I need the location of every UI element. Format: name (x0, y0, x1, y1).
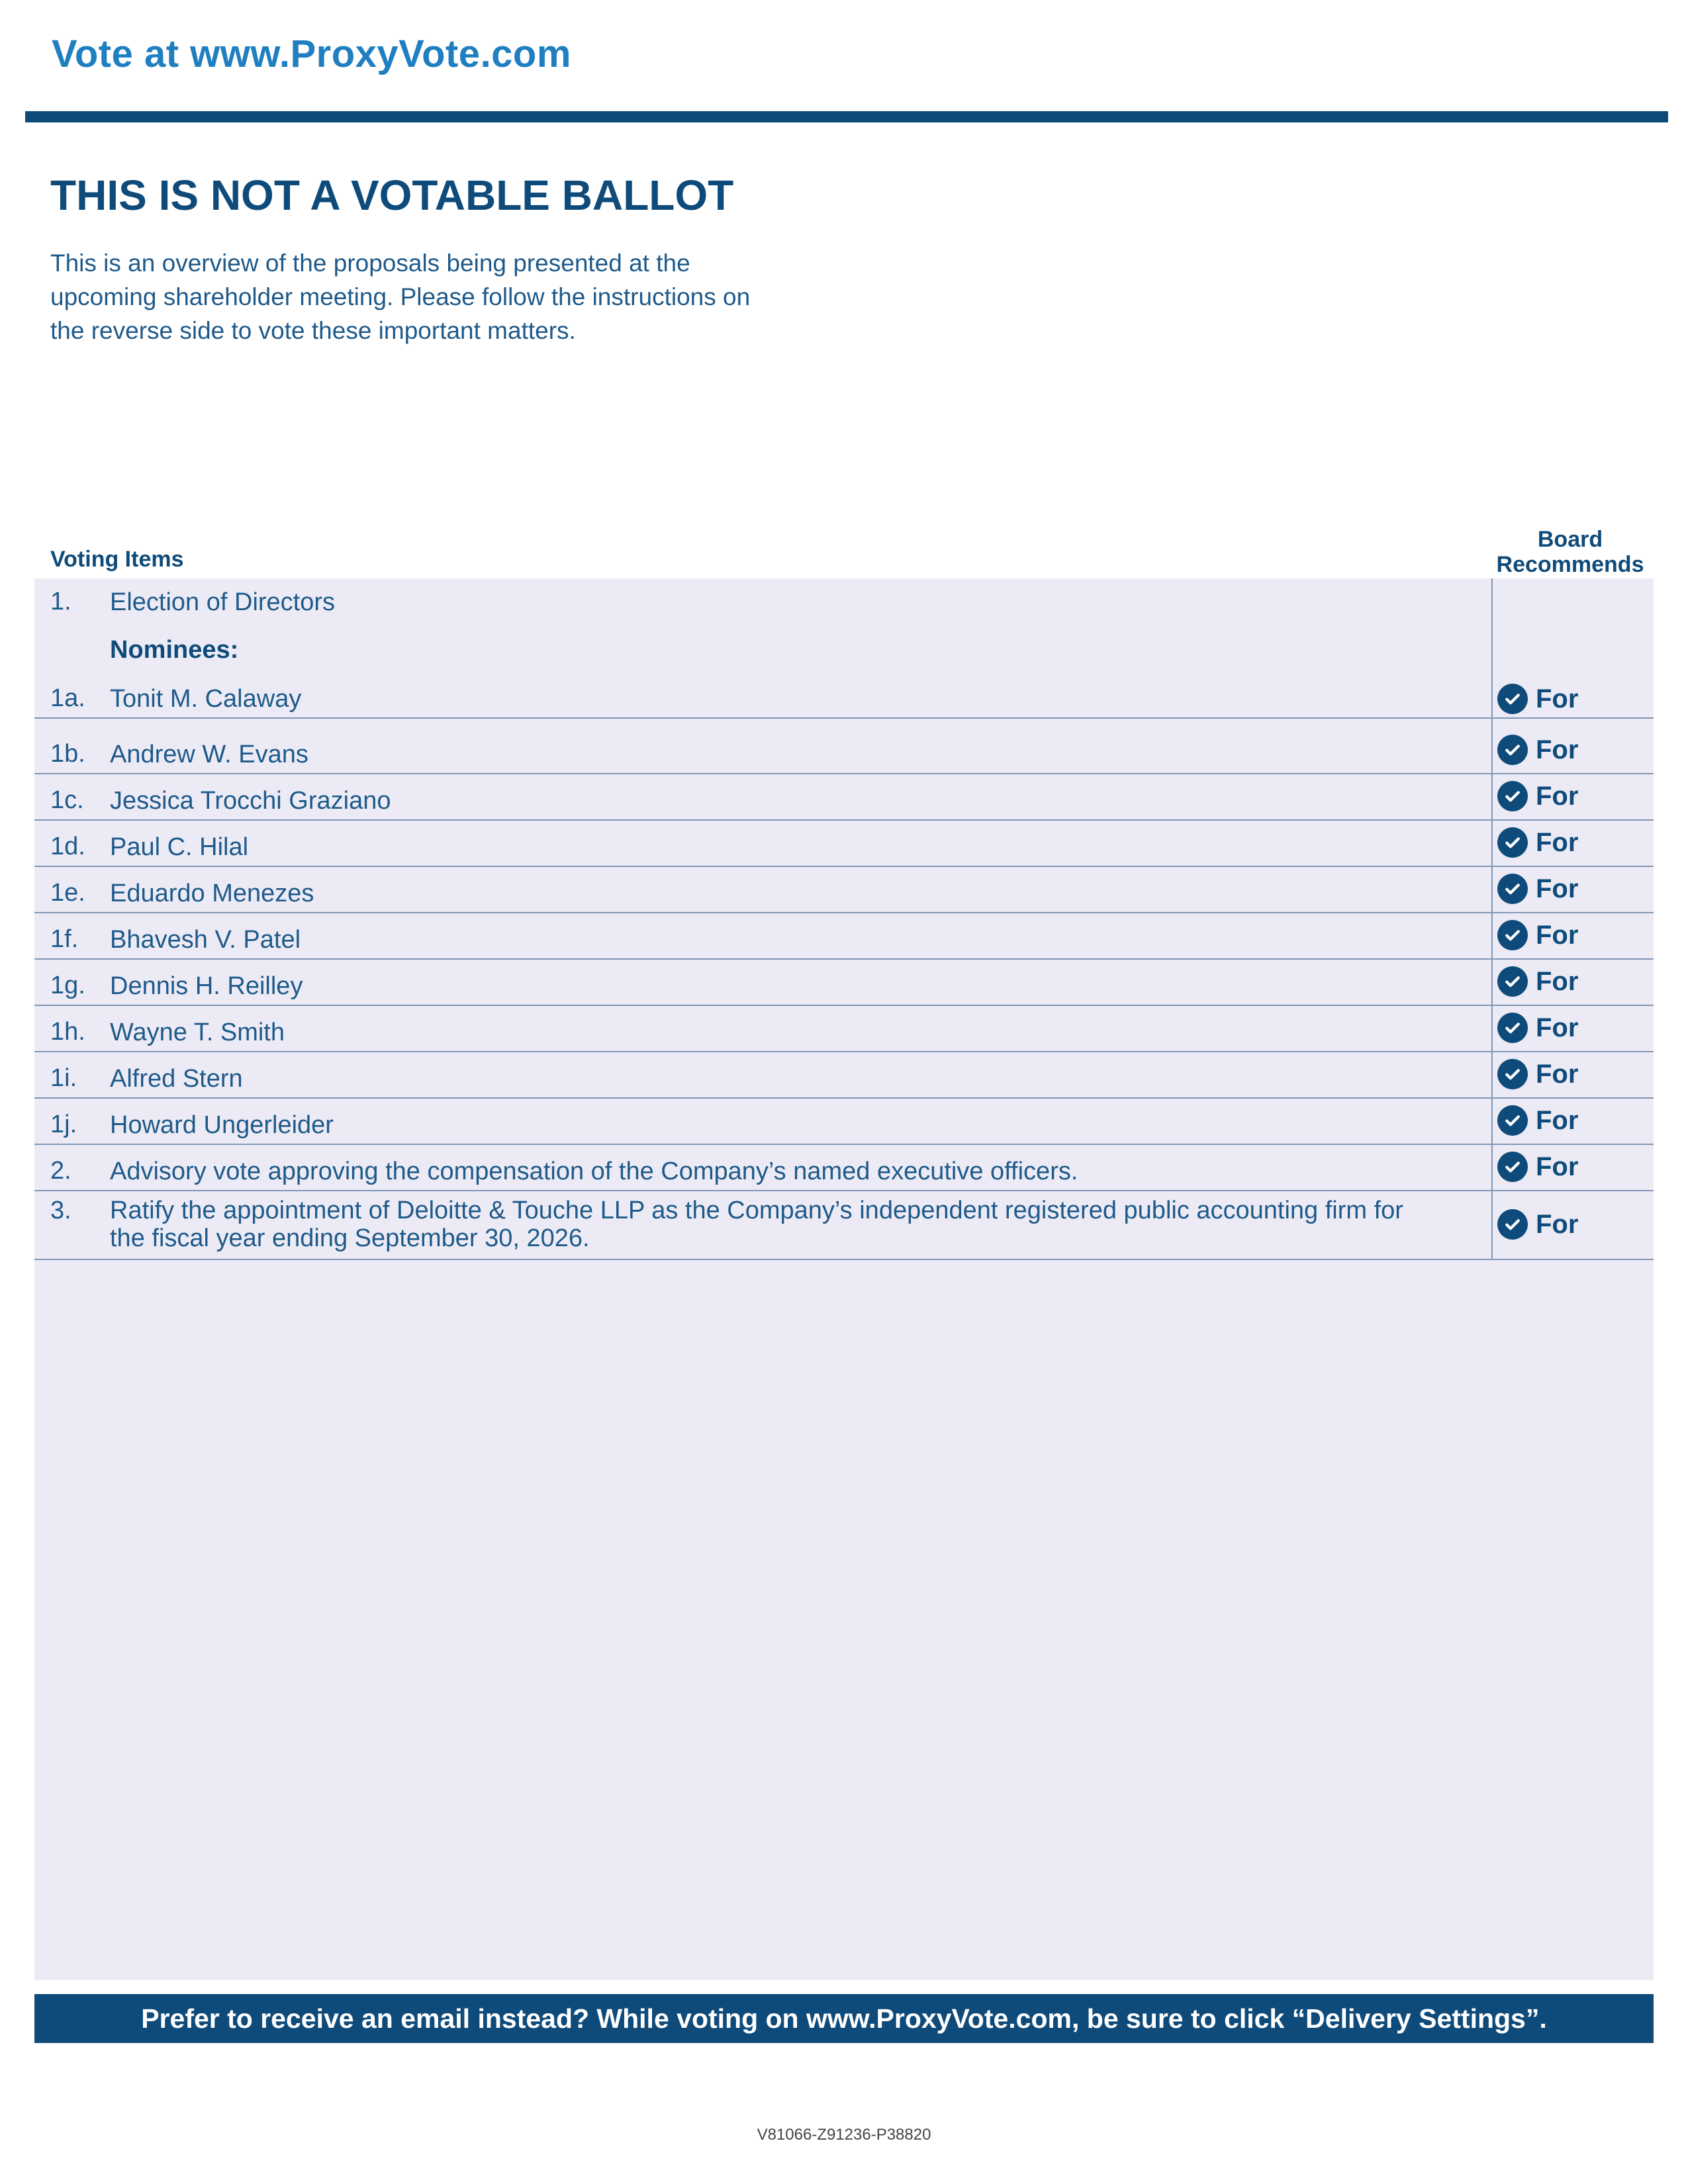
board-recommendation (1497, 733, 1578, 766)
check-circle-icon (1497, 827, 1528, 858)
check-circle-icon (1497, 1059, 1528, 1089)
subheading-row (34, 635, 1654, 662)
check-circle-icon (1497, 874, 1528, 904)
check-circle-icon (1497, 735, 1528, 765)
board-recommends-header (1491, 527, 1650, 577)
board-recommendation (1497, 1011, 1578, 1044)
voting-item-row (34, 680, 1654, 719)
board-recommendation (1497, 1208, 1578, 1241)
item-number: 1f. (50, 925, 79, 953)
footer-code: V81066-Z91236-P38820 (757, 2126, 931, 2144)
item-text: Eduardo Menezes (110, 880, 314, 907)
email-delivery-banner (34, 1994, 1654, 2043)
check-circle-icon (1497, 1105, 1528, 1136)
item-text: Andrew W. Evans (110, 741, 308, 768)
check-circle-icon (1497, 781, 1528, 811)
item-text: Alfred Stern (110, 1065, 243, 1093)
item-number: 1i. (50, 1064, 77, 1092)
item-text: Jessica Trocchi Graziano (110, 787, 391, 815)
board-recommendation (1497, 965, 1578, 998)
item-text: Dennis H. Reilley (110, 972, 303, 1000)
check-circle-icon (1497, 684, 1528, 714)
board-recommendation (1497, 919, 1578, 952)
recommendation-label: For (1536, 684, 1579, 713)
recommendation-label: For (1536, 1152, 1579, 1181)
voting-items-header: Voting Items (50, 547, 184, 572)
item-number: 1c. (50, 786, 84, 814)
item-number: 1a. (50, 684, 85, 712)
banner-text: Prefer to receive an email instead? While voting on www.ProxyVote.com, be sure to click “Delivery Settings”. (141, 2003, 1547, 2034)
board-recommendation (1497, 780, 1578, 813)
header-link-title[interactable]: Vote at www.ProxyVote.com (52, 32, 571, 75)
recommendation-label: For (1536, 966, 1579, 996)
item-number: 1e. (50, 879, 85, 907)
item-text: Howard Ungerleider (110, 1111, 334, 1139)
item-number: 1b. (50, 740, 85, 768)
item-number: 3. (50, 1197, 71, 1224)
intro-text (50, 246, 884, 347)
item-text: Paul C. Hilal (110, 833, 249, 861)
intro-line: upcoming shareholder meeting. Please follow the instructions on (50, 283, 751, 310)
voting-item-row (34, 1097, 1654, 1145)
voting-item-row (34, 1190, 1654, 1260)
voting-item-row (34, 958, 1654, 1006)
voting-item-row (34, 819, 1654, 867)
item-text: Tonit M. Calaway (110, 685, 302, 713)
item-text: Advisory vote approving the compensation of the Company’s named executive officers. (110, 1158, 1078, 1185)
header-rule (25, 111, 1668, 122)
board-recommendation (1497, 872, 1578, 905)
voting-item-row (34, 1144, 1654, 1191)
item-text: Bhavesh V. Patel (110, 926, 301, 954)
recommendation-label: For (1536, 874, 1579, 903)
check-circle-icon (1497, 1013, 1528, 1043)
intro-line: the reverse side to vote these important matters. (50, 317, 576, 344)
recommendation-label: For (1536, 1059, 1579, 1089)
check-circle-icon (1497, 920, 1528, 950)
nominees-subheading: Nominees: (110, 636, 239, 664)
recommendation-label: For (1536, 781, 1579, 811)
check-circle-icon (1497, 1209, 1528, 1240)
section-row (34, 588, 1654, 614)
recommendation-label: For (1536, 920, 1579, 950)
voting-item-row (34, 773, 1654, 821)
item-text-line: the fiscal year ending September 30, 2026. (110, 1224, 590, 1252)
board-recommendation (1497, 1104, 1578, 1137)
item-number: 1d. (50, 833, 85, 860)
board-recommendation (1497, 682, 1578, 715)
board-recommends-line: Board (1537, 527, 1603, 552)
voting-item-row (34, 866, 1654, 913)
item-text (110, 1197, 1487, 1252)
item-number: 1h. (50, 1018, 85, 1046)
item-number: 2. (50, 1157, 71, 1185)
recommendation-label: For (1536, 1013, 1579, 1042)
item-number: 1j. (50, 1111, 77, 1138)
voting-item-row (34, 912, 1654, 960)
voting-item-row (34, 1005, 1654, 1052)
intro-line: This is an overview of the proposals being presented at the (50, 250, 690, 277)
item-number: 1. (50, 588, 71, 615)
recommendation-label: For (1536, 1209, 1579, 1239)
item-text: Wayne T. Smith (110, 1019, 285, 1046)
ballot-heading: THIS IS NOT A VOTABLE BALLOT (50, 171, 734, 219)
board-recommendation (1497, 826, 1578, 859)
board-recommends-line: Recommends (1496, 552, 1644, 577)
recommendation-label: For (1536, 1105, 1579, 1135)
voting-item-row (34, 1051, 1654, 1099)
board-recommendation (1497, 1150, 1578, 1183)
item-text-line: Ratify the appointment of Deloitte & Touche LLP as the Company’s independent registered public accounting firm for (110, 1197, 1403, 1224)
check-circle-icon (1497, 966, 1528, 997)
board-recommendation (1497, 1058, 1578, 1091)
check-circle-icon (1497, 1152, 1528, 1182)
item-text: Election of Directors (110, 588, 336, 616)
voting-item-row (34, 727, 1654, 774)
recommendation-label: For (1536, 827, 1579, 857)
recommendation-label: For (1536, 735, 1579, 764)
item-number: 1g. (50, 972, 85, 999)
